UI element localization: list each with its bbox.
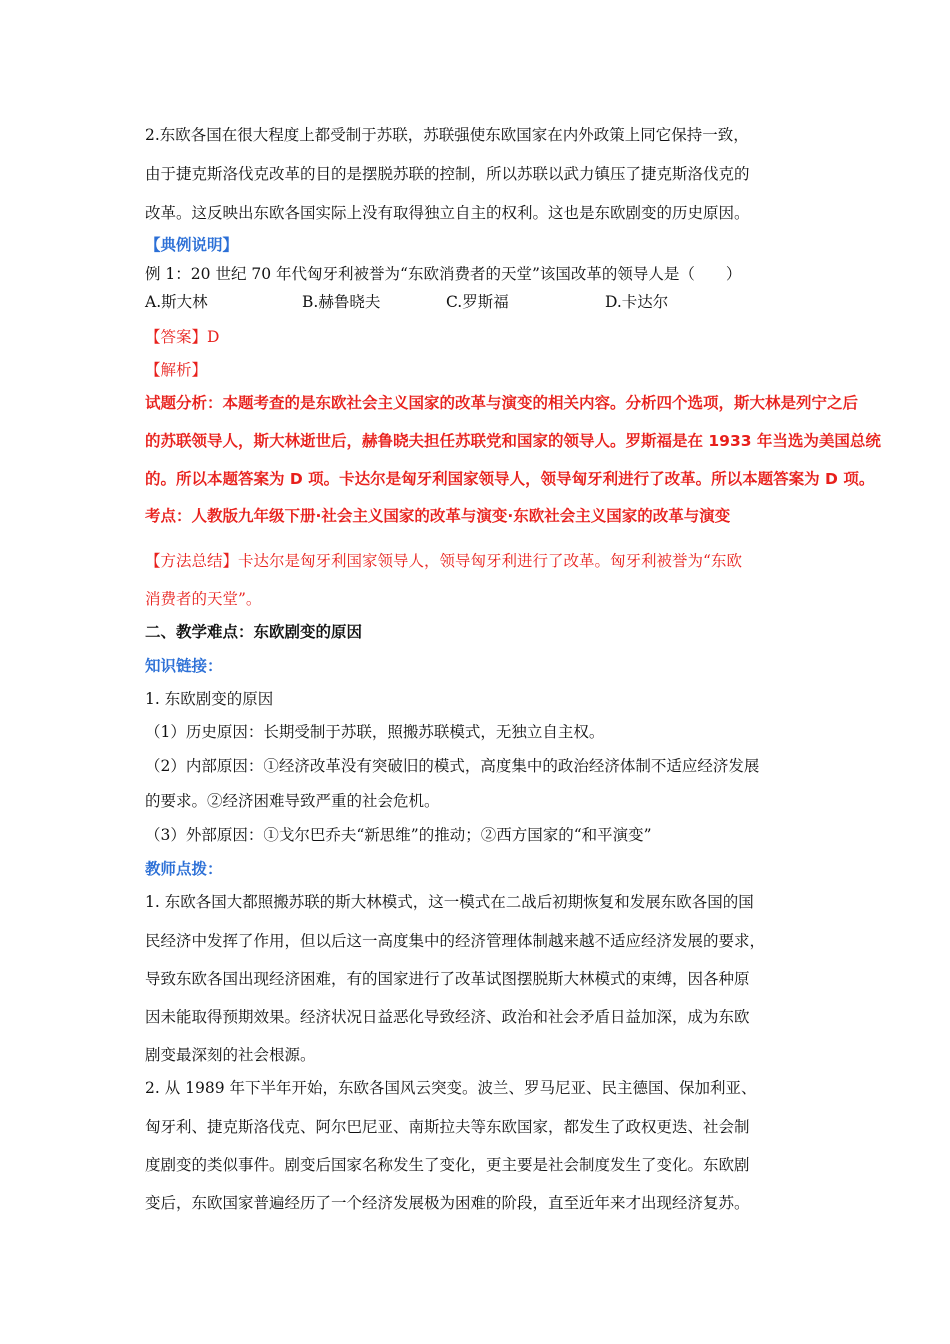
tips-line: 导致东欧各国出现经济困难，有的国家进行了改革试图摆脱斯大林模式的束缚，因各种原 [145, 970, 750, 988]
option-a: A.斯大林 [145, 293, 208, 311]
answer-row [145, 327, 219, 347]
example-question: 例 1：20 世纪 70 年代匈牙利被誉为“东欧消费者的天堂”该国改革的领导人是（ ） [145, 265, 742, 283]
knowledge-link-heading: 知识链接： [145, 657, 223, 675]
method-label: 【方法总结】 [145, 552, 239, 570]
tips-line: 1. 东欧各国大都照搬苏联的斯大林模式，这一模式在二战后初期恢复和发展东欧各国的国 [145, 893, 754, 911]
teacher-tips-heading: 教师点拨： [145, 860, 223, 878]
method-row [145, 551, 742, 571]
section-title: 二、教学难点：东欧剧变的原因 [145, 623, 363, 641]
tips-line: 因未能取得预期效果。经济状况日益恶化导致经济、政治和社会矛盾日益加深，成为东欧 [145, 1008, 750, 1026]
tips-line: 度剧变的类似事件。剧变后国家名称发生了变化，更主要是社会制度发生了变化。东欧剧 [145, 1156, 750, 1174]
cause-line: （2）内部原因：①经济改革没有突破旧的模式，高度集中的政治经济体制不适应经济发展 [145, 757, 760, 775]
example-heading: 【典例说明】 [145, 236, 239, 254]
answer-label: 【答案】 [145, 328, 208, 346]
tips-line: 2. 从 1989 年下半年开始，东欧各国风云突变。波兰、罗马尼亚、民主德国、保加利亚、 [145, 1079, 757, 1097]
analysis-line: 考点：人教版九年级下册·社会主义国家的改革与演变·东欧社会主义国家的改革与演变 [145, 507, 731, 525]
cause-line: （3）外部原因：①戈尔巴乔夫“新思维”的推动；②西方国家的“和平演变” [145, 826, 652, 844]
tips-line: 变后，东欧国家普遍经历了一个经济发展极为困难的阶段，直至近年来才出现经济复苏。 [145, 1194, 750, 1212]
paragraph-line: 改革。这反映出东欧各国实际上没有取得独立自主的权利。这也是东欧剧变的历史原因。 [145, 204, 750, 222]
method-text-line: 消费者的天堂”。 [145, 590, 262, 608]
paragraph-line: 由于捷克斯洛伐克改革的目的是摆脱苏联的控制，所以苏联以武力镇压了捷克斯洛伐克的 [145, 165, 750, 183]
tips-line: 民经济中发挥了作用，但以后这一高度集中的经济管理体制越来越不适应经济发展的要求， [145, 932, 766, 950]
method-text: 卡达尔是匈牙利国家领导人，领导匈牙利进行了改革。匈牙利被誉为“东欧 [238, 552, 742, 570]
analysis-label: 【解析】 [145, 361, 208, 379]
answer-value: D [207, 328, 220, 346]
analysis-line: 试题分析：本题考查的是东欧社会主义国家的改革与演变的相关内容。分析四个选项，斯大林是列宁之后 [145, 394, 859, 412]
analysis-line: 的。所以本题答案为 D 项。卡达尔是匈牙利国家领导人，领导匈牙利进行了改革。所以本题答案为 D 项。 [145, 470, 875, 488]
option-b: B.赫鲁晓夫 [302, 293, 381, 311]
paragraph-line: 2.东欧各国在很大程度上都受制于苏联，苏联强使东欧国家在内外政策上同它保持一致， [145, 126, 749, 144]
cause-line: 的要求。②经济困难导致严重的社会危机。 [145, 792, 440, 810]
cause-line: （1）历史原因：长期受制于苏联，照搬苏联模式，无独立自主权。 [145, 723, 605, 741]
option-c: C.罗斯福 [446, 293, 509, 311]
tips-line: 匈牙利、捷克斯洛伐克、阿尔巴尼亚、南斯拉夫等东欧国家，都发生了政权更迭、社会制 [145, 1118, 750, 1136]
tips-line: 剧变最深刻的社会根源。 [145, 1046, 316, 1064]
option-d: D.卡达尔 [605, 293, 669, 311]
analysis-line: 的苏联领导人，斯大林逝世后，赫鲁晓夫担任苏联党和国家的领导人。罗斯福是在 1933 年当选为美国总统 [145, 432, 881, 450]
cause-line: 1. 东欧剧变的原因 [145, 690, 274, 708]
